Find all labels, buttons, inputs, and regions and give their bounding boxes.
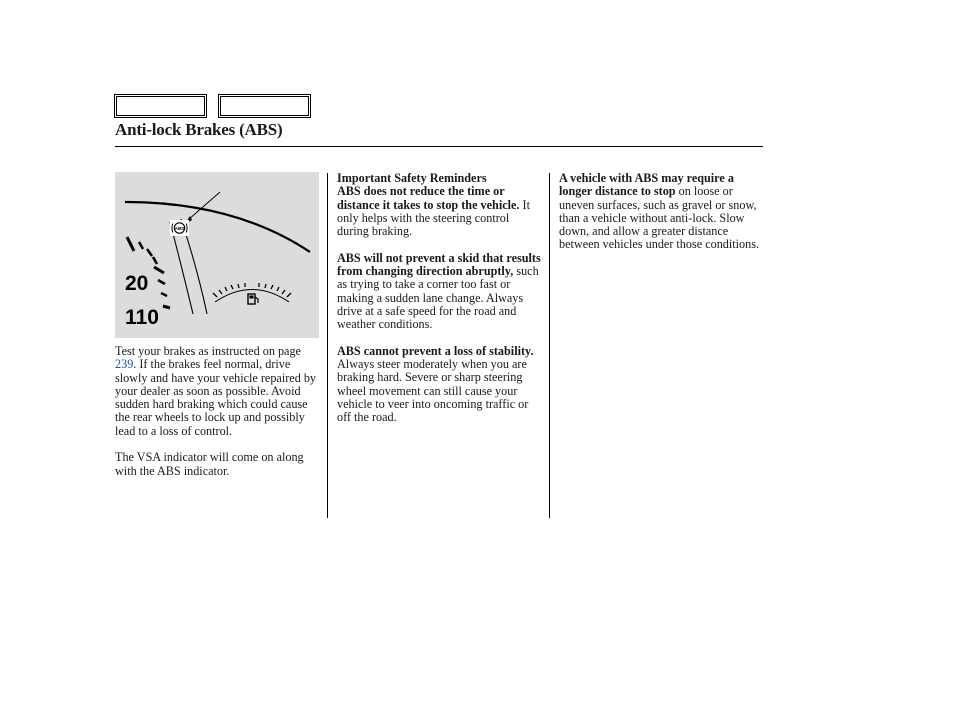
reminder-paragraph <box>337 252 541 332</box>
reminder-text: It only helps with the steering control during braking. <box>337 197 530 239</box>
column-divider <box>327 173 328 518</box>
vsa-indicator-paragraph: The VSA indicator will come on along with the ABS indicator. <box>115 450 304 478</box>
abs-indicator-icon <box>170 220 189 236</box>
gauge-number-partial: 110 <box>125 306 159 329</box>
reminder-paragraph <box>337 345 541 425</box>
gauge-number: 20 <box>125 272 149 295</box>
reminder-text: on loose or uneven surfaces, such as gravel or snow, than a vehicle without anti-lock. Slow down, and allow a greater distance between vehicles under those conditions. <box>559 184 760 252</box>
reminder-bold: ABS cannot prevent a loss of stability. <box>337 343 534 358</box>
nav-previous-button[interactable] <box>114 94 207 118</box>
stopping-distance-paragraph <box>559 172 763 252</box>
reminder-bold: ABS will not prevent a skid that results from changing direction abruptly, <box>337 250 541 279</box>
fuel-pump-icon <box>248 294 258 304</box>
reminder-text: such as trying to take a corner too fast or making a sudden lane change. Always drive at a safe speed for the road and weather conditions. <box>337 264 539 332</box>
heading-text: Important Safety Reminders <box>337 171 487 185</box>
dashboard-illustration <box>115 172 319 338</box>
nav-next-button[interactable] <box>218 94 311 118</box>
right-column <box>559 172 763 265</box>
reminder-text: Always steer moderately when you are braking hard. Severe or sharp steering wheel movement can still cause your vehicle to veer into oncoming traffic or off the road. <box>337 357 529 425</box>
safety-reminders-heading <box>337 172 541 185</box>
brake-test-paragraph <box>115 345 321 438</box>
text: Test your brakes as instructed on page <box>115 344 301 358</box>
reminder-bold: ABS does not reduce the time or distance it takes to stop the vehicle. <box>337 184 520 212</box>
instrument-panel-drawing <box>115 172 319 338</box>
left-column <box>115 345 321 491</box>
middle-column <box>337 172 541 438</box>
title-divider <box>115 146 763 147</box>
abs-indicator-label: ABS <box>174 226 185 231</box>
column-divider <box>549 173 550 518</box>
reminder-paragraph <box>337 185 541 238</box>
text: . If the brakes feel normal, drive slowly and have your vehicle repaired by your dealer as soon as possible. Avoid sudden hard braking which could cause the rear wheels to lock up and possibly lead to a loss of control. <box>115 357 317 438</box>
reminder-bold: A vehicle with ABS may require a longer distance to stop <box>559 171 734 199</box>
page-title: Anti-lock Brakes (ABS) <box>115 120 283 139</box>
page-reference-link[interactable]: 239 <box>115 357 134 372</box>
